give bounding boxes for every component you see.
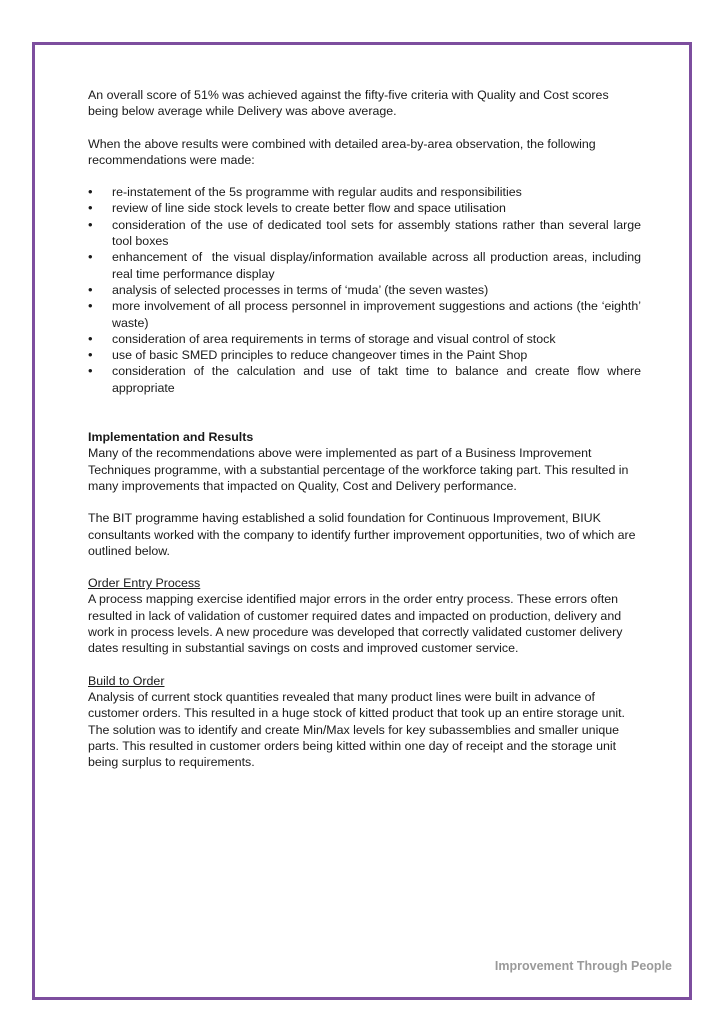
intro-paragraph-1: An overall score of 51% was achieved against the fifty-five criteria with Quality and Cost scores being below average while Delivery was above average. xyxy=(88,88,609,119)
order-entry-paragraph: A process mapping exercise identified major errors in the order entry process. These errors often resulted in lack of validation of customer required dates and impacted on production, delivery and work in process levels. A new procedure was developed that correctly validated customer delivery dates resulting in substantial savings on costs and improved customer service. xyxy=(88,592,623,656)
build-to-order-heading: Build to Order xyxy=(88,673,165,688)
list-item: • consideration of area requirements in terms of storage and visual control of stock xyxy=(88,331,641,347)
list-item: • use of basic SMED principles to reduce changeover times in the Paint Shop xyxy=(88,347,641,363)
bullet-icon xyxy=(88,249,98,265)
document-body xyxy=(88,87,645,770)
implementation-paragraph-2: The BIT programme having established a solid foundation for Continuous Improvement, BIUK consultants worked with the company to identify further improvement opportunities, two of which are outlined below. xyxy=(88,511,636,558)
list-item: • review of line side stock levels to create better flow and space utilisation xyxy=(88,200,641,216)
build-to-order-paragraph: Analysis of current stock quantities revealed that many product lines were built in advance of customer orders. This resulted in a huge stock of kitted product that took up an entire storage unit. The solution was to identify and create Min/Max levels for key subassemblies and smaller unique parts. This resulted in customer orders being kitted within one day of receipt and the storage unit being surplus to requirements. xyxy=(88,689,625,770)
implementation-paragraph-1: Many of the recommendations above were implemented as part of a Business Improvement Techniques programme, with a substantial percentage of the workforce taking part. This resulted in many improvements that impacted on Quality, Cost and Delivery performance. xyxy=(88,446,629,493)
bullet-icon xyxy=(88,331,98,347)
order-entry-heading: Order Entry Process xyxy=(88,576,201,591)
bullet-icon xyxy=(88,184,98,200)
recommendations-list xyxy=(88,184,645,396)
bullet-icon xyxy=(88,363,98,379)
list-item: • more involvement of all process personnel in improvement suggestions and actions (the ‘eighth’ waste) xyxy=(88,298,641,331)
list-item: • analysis of selected processes in terms of ‘muda’ (the seven wastes) xyxy=(88,282,641,298)
implementation-heading: Implementation and Results xyxy=(88,430,254,445)
list-item: • consideration of the use of dedicated tool sets for assembly stations rather than several large tool boxes xyxy=(88,217,641,250)
intro-paragraph-2: When the above results were combined with detailed area-by-area observation, the following recommendations were made: xyxy=(88,136,596,167)
bullet-icon xyxy=(88,347,98,363)
bullet-icon xyxy=(88,217,98,233)
list-item: • consideration of the calculation and use of takt time to balance and create flow where appropriate xyxy=(88,363,641,396)
list-item: • re-instatement of the 5s programme with regular audits and responsibilities xyxy=(88,184,641,200)
bullet-icon xyxy=(88,298,98,314)
list-item: • enhancement of the visual display/information available across all production areas, including real time performance display xyxy=(88,249,641,282)
bullet-icon xyxy=(88,200,98,216)
footer-tagline: Improvement Through People xyxy=(494,959,672,973)
bullet-icon xyxy=(88,282,98,298)
